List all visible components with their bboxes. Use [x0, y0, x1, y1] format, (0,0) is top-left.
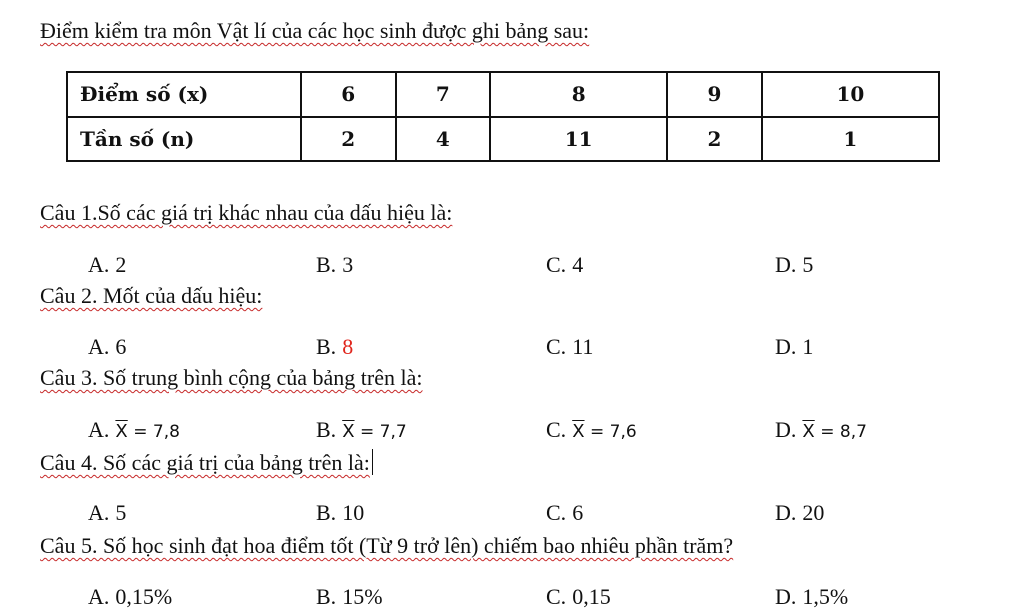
- table-header-frequency: Tần số (n): [67, 117, 301, 162]
- option-letter: D.: [775, 252, 797, 277]
- table-cell: 9: [667, 72, 762, 117]
- option-3c[interactable]: [546, 417, 637, 443]
- table-cell: 11: [490, 117, 667, 162]
- option-value: 5: [115, 500, 127, 525]
- table-cell: 7: [396, 72, 491, 117]
- option-4b[interactable]: [316, 500, 364, 526]
- question-3: Câu 3. Số trung bình cộng của bảng trên là:: [40, 365, 423, 390]
- table-row-frequency: [67, 117, 939, 162]
- option-2a[interactable]: [88, 334, 126, 360]
- option-3d[interactable]: [775, 417, 867, 443]
- option-1d[interactable]: [775, 252, 813, 278]
- option-value: 3: [342, 252, 354, 277]
- mean-symbol: $\overline{X}$: [342, 421, 355, 442]
- mean-symbol: $\overline{X}$: [115, 421, 128, 442]
- option-letter: C.: [546, 252, 567, 277]
- option-1a[interactable]: [88, 252, 126, 278]
- question-5: Câu 5. Số học sinh đạt hoa điểm tốt (Từ 9 trở lên) chiếm bao nhiêu phần trăm?: [40, 533, 734, 558]
- option-letter: C.: [546, 334, 567, 359]
- table-cell: 2: [667, 117, 762, 162]
- option-value: 6: [115, 334, 127, 359]
- option-value: = 7,6: [590, 422, 637, 442]
- table-cell: 4: [396, 117, 491, 162]
- option-5c[interactable]: [546, 584, 611, 610]
- option-letter: B.: [316, 500, 337, 525]
- option-letter: B.: [316, 584, 337, 609]
- option-value: 5: [802, 252, 814, 277]
- option-2b[interactable]: [316, 334, 353, 360]
- option-value-highlighted: 8: [342, 334, 354, 359]
- option-letter: D.: [775, 417, 797, 442]
- option-5d[interactable]: [775, 584, 848, 610]
- mean-symbol: $\overline{X}$: [572, 421, 585, 442]
- option-letter: A.: [88, 252, 110, 277]
- option-value: 6: [572, 500, 584, 525]
- option-value: 0,15: [572, 584, 611, 609]
- option-letter: C.: [546, 584, 567, 609]
- table-row-score: [67, 72, 939, 117]
- option-letter: B.: [316, 417, 337, 442]
- option-letter: D.: [775, 584, 797, 609]
- option-3b[interactable]: [316, 417, 407, 443]
- document-title: Điểm kiểm tra môn Vật lí của các học sinh được ghi bảng sau:: [40, 18, 590, 43]
- option-letter: C.: [546, 417, 567, 442]
- option-2c[interactable]: [546, 334, 593, 360]
- table-cell: 8: [490, 72, 667, 117]
- option-4a[interactable]: [88, 500, 126, 526]
- option-value: 4: [572, 252, 584, 277]
- question-1: Câu 1.Số các giá trị khác nhau của dấu hiệu là:: [40, 200, 453, 225]
- option-value: 20: [802, 500, 825, 525]
- option-value: 15%: [342, 584, 383, 609]
- mean-symbol: $\overline{X}$: [802, 421, 815, 442]
- frequency-table: [66, 71, 940, 162]
- option-letter: A.: [88, 417, 110, 442]
- option-2d[interactable]: [775, 334, 813, 360]
- option-letter: A.: [88, 500, 110, 525]
- option-value: 1,5%: [802, 584, 849, 609]
- option-1b[interactable]: [316, 252, 353, 278]
- option-value: 2: [115, 252, 127, 277]
- question-4: [40, 449, 373, 476]
- option-value: 0,15%: [115, 584, 173, 609]
- option-1c[interactable]: [546, 252, 583, 278]
- table-cell: 2: [301, 117, 396, 162]
- option-value: = 7,7: [360, 422, 407, 442]
- option-letter: A.: [88, 334, 110, 359]
- option-3a[interactable]: [88, 417, 180, 443]
- option-letter: B.: [316, 252, 337, 277]
- option-5a[interactable]: [88, 584, 172, 610]
- option-letter: A.: [88, 584, 110, 609]
- option-letter: B.: [316, 334, 337, 359]
- question-2: Câu 2. Mốt của dấu hiệu:: [40, 283, 263, 308]
- option-value: = 7,8: [133, 422, 180, 442]
- option-value: 1: [802, 334, 814, 359]
- option-value: = 8,7: [820, 422, 867, 442]
- option-value: 11: [572, 334, 594, 359]
- option-4c[interactable]: [546, 500, 583, 526]
- option-letter: D.: [775, 334, 797, 359]
- option-value: 10: [342, 500, 365, 525]
- table-header-score: Điểm số (x): [67, 72, 301, 117]
- table-cell: 10: [762, 72, 939, 117]
- table-cell: 6: [301, 72, 396, 117]
- option-letter: C.: [546, 500, 567, 525]
- option-4d[interactable]: [775, 500, 824, 526]
- question-4-text: Câu 4. Số các giá trị của bảng trên là:: [40, 450, 370, 475]
- text-cursor: [372, 449, 373, 475]
- option-5b[interactable]: [316, 584, 383, 610]
- option-letter: D.: [775, 500, 797, 525]
- table-cell: 1: [762, 117, 939, 162]
